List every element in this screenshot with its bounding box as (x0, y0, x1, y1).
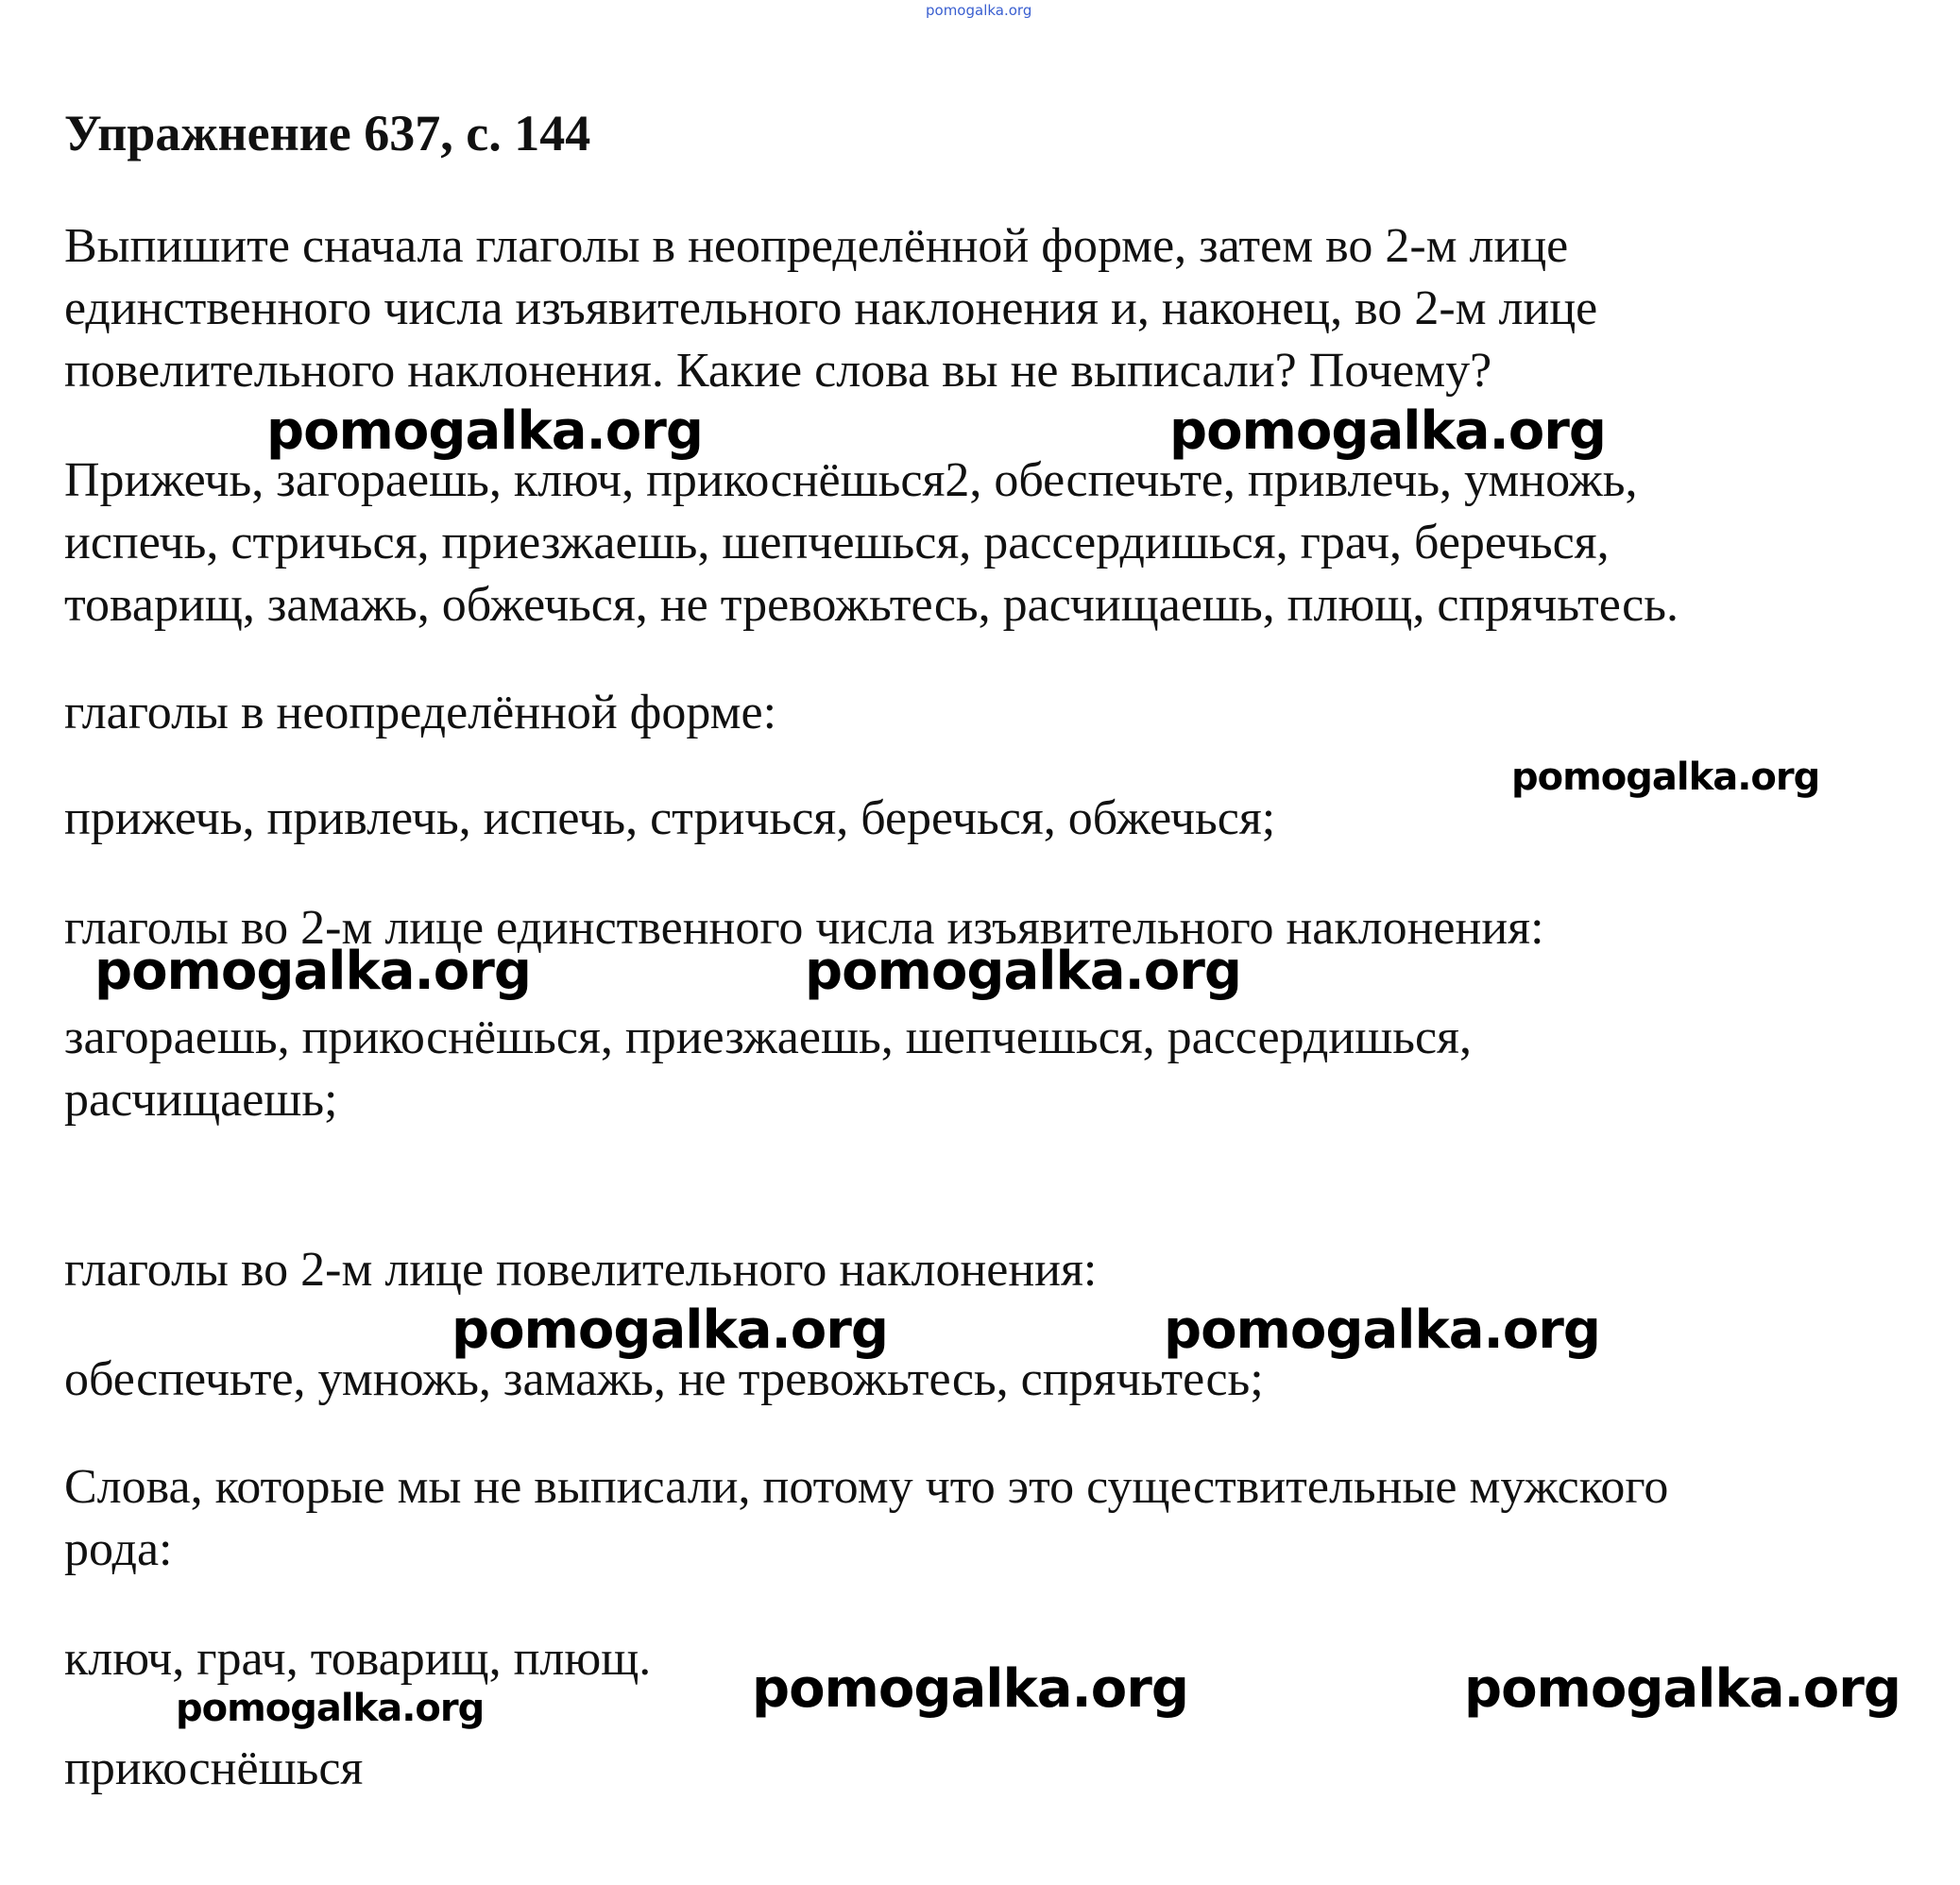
infinitive-answer: прижечь, привлечь, испечь, стричься, беречься, обжечься; (64, 791, 1276, 845)
watermark: pomogalka.org (452, 1299, 888, 1361)
watermark: pomogalka.org (266, 400, 703, 462)
watermark: pomogalka.org (94, 941, 531, 1002)
watermark: pomogalka.org (1169, 400, 1606, 462)
imperative-answer: обеспечьте, умножь, замажь, не тревожьтесь, спрячьтесь; (64, 1352, 1264, 1406)
watermark: pomogalka.org (752, 1658, 1188, 1720)
not-written-answer: ключ, грач, товарищ, плющ. (64, 1632, 652, 1686)
watermark-top: pomogalka.org (926, 2, 1032, 19)
watermark: pomogalka.org (1511, 756, 1820, 799)
watermark: pomogalka.org (1164, 1299, 1600, 1361)
watermark: pomogalka.org (805, 941, 1241, 1002)
word-list: Прижечь, загораешь, ключ, прикоснёшься2, обеспечьте, привлечь, умножь, испечь, стричься, приезжаешь, шепчешься, рассердишься, грач, беречься, товарищ, замажь, обжечься, не тревожьтесь, расчищаешь, плющ, спрячьтесь. (64, 453, 1679, 632)
not-written-heading: Слова, которые мы не выписали, потому что это существительные мужского рода: (64, 1460, 1669, 1576)
task-text: Выпишите сначала глаголы в неопределённой форме, затем во 2-м лице единственного числа изъявительного наклонения и, наконец, во 2-м лице повелительного наклонения. Какие слова вы не выписали? Почему? (64, 219, 1598, 398)
indicative-answer: загораешь, прикоснёшься, приезжаешь, шепчешься, рассердишься, расчищаешь; (64, 1010, 1472, 1127)
watermark: pomogalka.org (1464, 1658, 1900, 1720)
indicative-heading: глаголы во 2-м лице единственного числа изъявительного наклонения: (64, 901, 1544, 955)
infinitive-heading: глаголы в неопределённой форме: (64, 686, 777, 739)
extra-word: прикоснёшься (64, 1741, 364, 1795)
watermark: pomogalka.org (176, 1687, 485, 1730)
exercise-title: Упражнение 637, с. 144 (64, 105, 591, 161)
imperative-heading: глаголы во 2-м лице повелительного наклонения: (64, 1243, 1098, 1297)
